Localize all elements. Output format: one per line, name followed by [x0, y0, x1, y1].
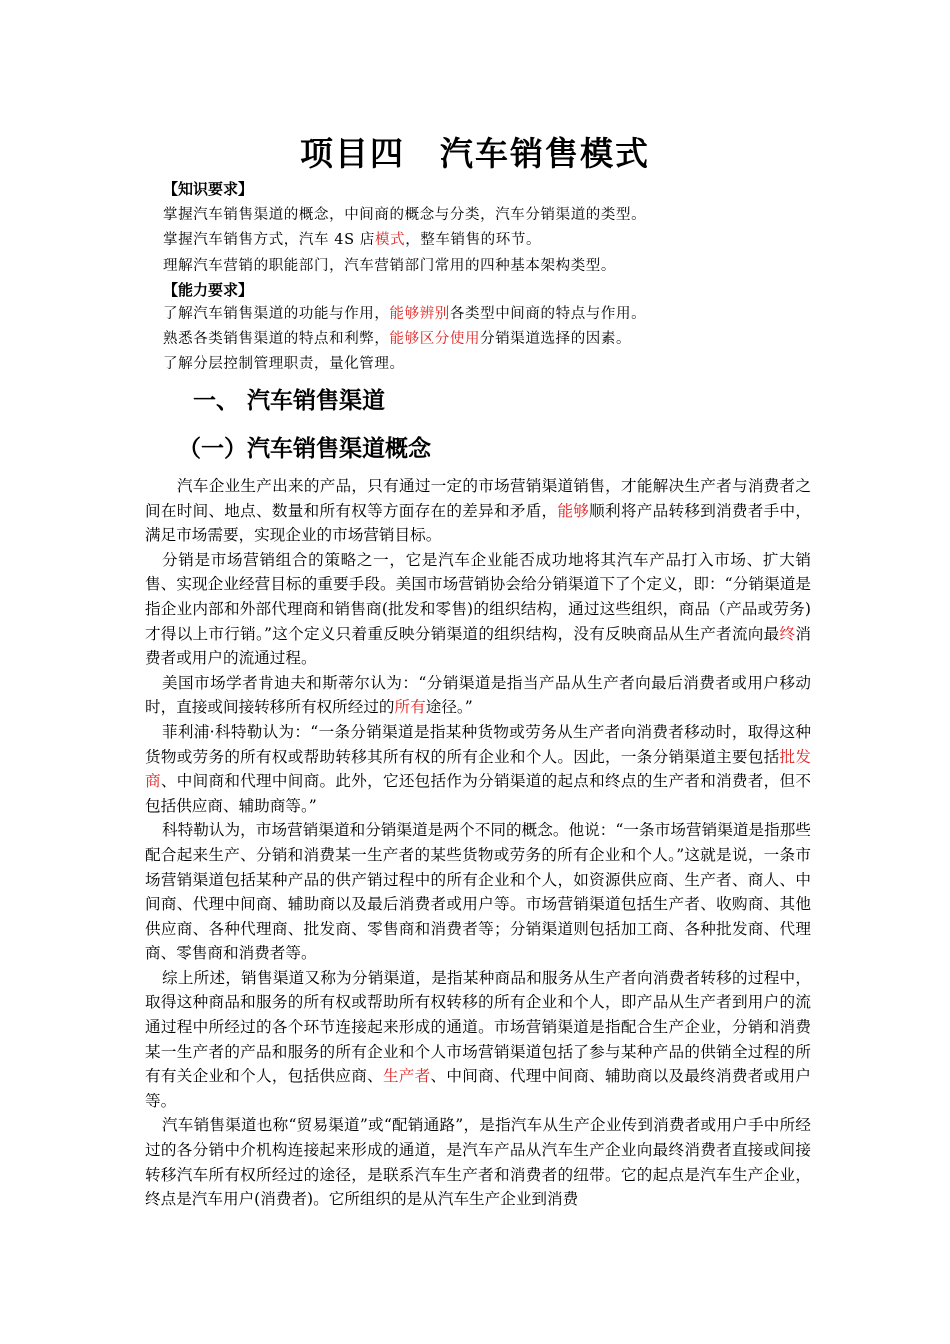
knowledge-line-1: 掌握汽车销售渠道的概念，中间商的概念与分类，汽车分销渠道的类型。: [163, 207, 647, 223]
paragraph: [145, 720, 811, 818]
paragraph: [145, 548, 811, 671]
section-heading: 一、 汽车销售渠道: [193, 388, 386, 414]
text-segment: 掌握汽车销售方式，汽车 4S 店: [163, 232, 375, 248]
knowledge-line-3: 理解汽车营销的职能部门，汽车营销部门常用的四种基本架构类型。: [163, 258, 616, 274]
text-segment: 美国市场学者肯迪夫和斯蒂尔认为：“分销渠道是指当产品从生产者向最后消费者或用户移动时，直接或间接转移所有权所经过的: [145, 673, 811, 717]
knowledge-line-2: [163, 228, 541, 249]
ability-line-3: 了解分层控制管理职责，量化管理。: [163, 356, 405, 372]
text-segment: 分销是市场营销组合的策略之一，它是汽车企业能否成功地将其汽车产品打入市场、扩大销售、实现企业经营目标的重要手段。美国市场营销协会给分销渠道下了个定义，即：“分销渠道是指企业内部和外部代理商和销售商(批发和零售)的组织结构，通过这些组织，商品（产品或劳务)才得以上市行销。”这个定义只着重反映分销渠道的组织结构，没有反映商品从生产者流向最: [145, 550, 811, 643]
text-segment: 综上所述，销售渠道又称为分销渠道，是指某种商品和服务从生产者向消费者转移的过程中，取得这种商品和服务的所有权或帮助所有权转移的所有企业和个人，即产品从生产者到用户的流通过程中所经过的各个环节连接起来形成的通道。市场营销渠道是指配合生产企业，分销和消费某一生产者的产品和服务的所有企业和个人市场营销渠道包括了参与某种产品的供销全过程的所有有关企业和个人，包括供应商、: [145, 968, 811, 1086]
highlighted-text: 能够辨别: [389, 306, 450, 322]
page-title: 项目四 汽车销售模式: [300, 134, 650, 173]
highlighted-text: 能够区分使用: [389, 331, 481, 347]
text-segment: 顺利将产品转移到消费者手中，满足市场需要，实现企业的市场营销目标。: [145, 501, 811, 545]
text-segment: 熟悉各类销售渠道的特点和利弊，: [163, 331, 390, 347]
ability-line-2: [163, 327, 631, 348]
highlighted-text: 生产者: [382, 1067, 431, 1086]
paragraph: [145, 474, 811, 548]
paragraph: 科特勒认为，市场营销渠道和分销渠道是两个不同的概念。他说：“一条市场营销渠道是指那些配合起来生产、分销和消费某一生产者的某些货物或劳务的所有企业和个人。”这就是说，一条市场营销渠道包括某种产品的供产销过程中的所有企业和个人，如资源供应商、生产者、商人、中间商、代理中间商、辅助商以及最后消费者或用户等。市场营销渠道包括生产者、收购商、其他供应商、各种代理商、批发商、零售商和消费者等；分销渠道则包括加工商、各种批发商、代理商、零售商和消费者等。: [145, 821, 811, 963]
text-segment: 了解汽车销售渠道的功能与作用，: [163, 306, 390, 322]
highlighted-text: 所有: [394, 698, 426, 717]
text-segment: 菲利浦·科特勒认为：“一条分销渠道是指某种货物或劳务从生产者向消费者移动时，取得这种货物或劳务的所有权或帮助转移其所有权的所有企业和个人。因此，一条分销渠道主要包括: [145, 722, 811, 766]
ability-requirements-heading: 【能力要求】: [163, 281, 254, 299]
text-segment: 分销渠道选择的因素。: [480, 331, 632, 347]
text-segment: 、中间商和代理中间商。此外，它还包括作为分销渠道的起点和终点的生产者和消费者，但不包括供应商、辅助商等。”: [145, 772, 811, 815]
highlighted-text: 批发商: [145, 747, 811, 791]
text-segment: 各类型中间商的特点与作用。: [449, 306, 647, 322]
highlighted-text: 终: [779, 624, 796, 643]
paragraph: [145, 671, 811, 720]
text-segment: 、中间商、代理中间商、辅助商以及最终消费者或用户等。: [145, 1067, 811, 1110]
paragraph: 汽车销售渠道也称“贸易渠道”或“配销通路”，是指汽车从生产企业传到消费者或用户手中所经过的各分销中介机构连接起来形成的通道，是汽车产品从汽车生产企业向最终消费者直接或间接转移汽车所有权所经过的途径，是联系汽车生产者和消费者的纽带。它的起点是汽车生产企业，终点是汽车用户(消费者)。它所组织的是从汽车生产企业到消费: [145, 1116, 811, 1209]
ability-line-1: [163, 302, 646, 323]
text-segment: 汽车企业生产出来的产品，只有通过一定的市场营销渠道销售，才能解决生产者与消费者之间在时间、地点、数量和所有权等方面存在的差异和矛盾，: [145, 477, 811, 520]
body-text: [145, 474, 811, 1212]
text-segment: ，整车销售的环节。: [405, 232, 542, 248]
highlighted-text: 模式: [374, 232, 406, 248]
text-segment: 途径。”: [425, 698, 473, 717]
subsection-heading: （一）汽车销售渠道概念: [178, 436, 431, 462]
knowledge-requirements-heading: 【知识要求】: [163, 180, 254, 198]
highlighted-text: 能够: [557, 501, 590, 520]
paragraph: [145, 966, 811, 1114]
text-segment: 消费者或用户的流通过程。: [145, 624, 811, 668]
